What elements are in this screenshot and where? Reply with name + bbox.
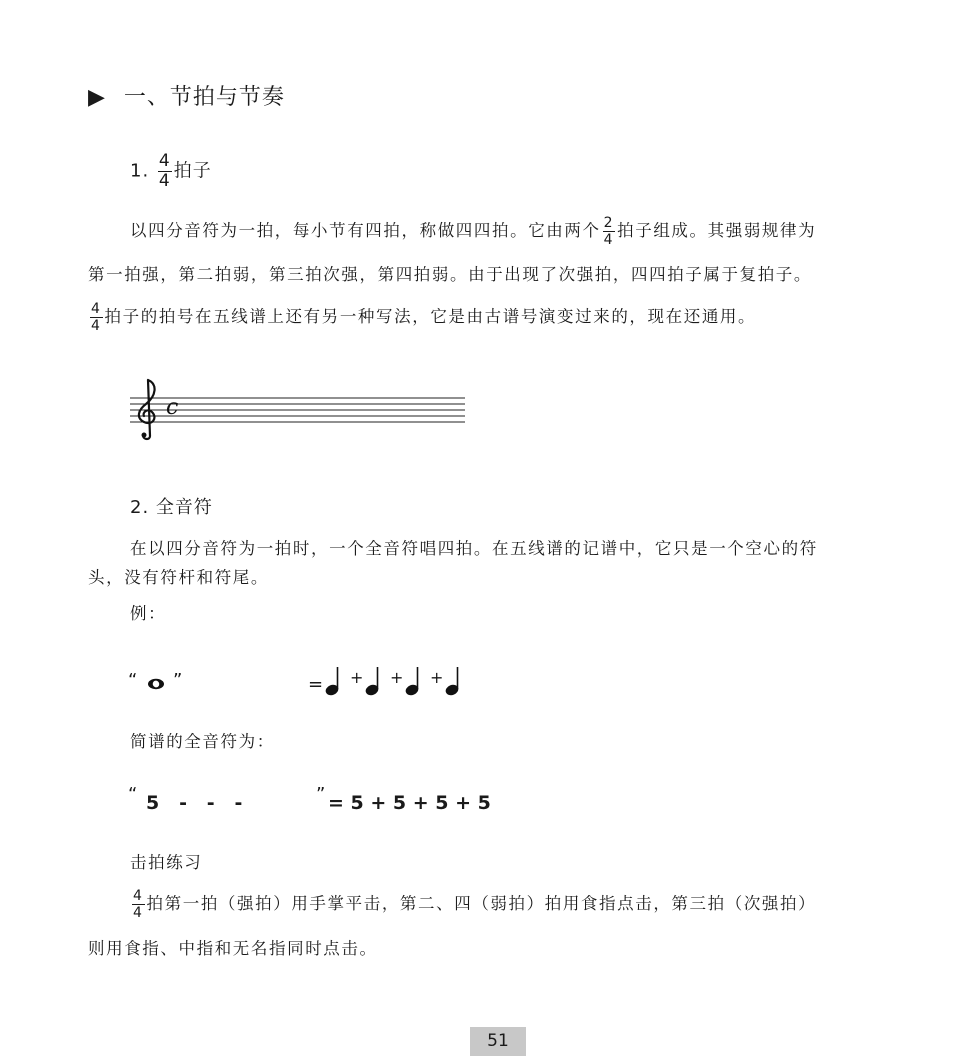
plus-sign: + bbox=[430, 668, 444, 687]
triangle-marker-icon: ▶ bbox=[88, 85, 106, 110]
time-fraction bbox=[603, 216, 616, 247]
time-fraction bbox=[90, 302, 103, 333]
fraction-denominator: 4 bbox=[91, 318, 102, 334]
fraction-numerator: 4 bbox=[158, 151, 171, 171]
music-staff bbox=[130, 372, 470, 442]
fraction-denominator: 4 bbox=[133, 905, 144, 921]
simple-notation-equation bbox=[128, 784, 491, 820]
simple-notation-rhs: = 5 + 5 + 5 + 5 bbox=[328, 792, 491, 814]
time-signature: c bbox=[166, 395, 179, 420]
open-quote: “ bbox=[128, 670, 138, 691]
simple-notation-lhs: 5 - - - bbox=[146, 792, 243, 814]
close-quote: ” bbox=[316, 784, 326, 805]
fraction-denominator: 4 bbox=[603, 232, 615, 248]
open-quote: “ bbox=[128, 784, 138, 805]
fraction-numerator: 4 bbox=[91, 301, 102, 317]
subheading-four-four bbox=[130, 153, 212, 190]
paragraph-line: 简谱的全音符为： bbox=[130, 732, 275, 751]
paragraph-line: 头，没有符杆和符尾。 bbox=[88, 568, 269, 587]
whole-note-equation bbox=[128, 664, 478, 704]
paragraph-line bbox=[130, 216, 816, 247]
subheading-label: 全音符 bbox=[155, 497, 213, 518]
paragraph-line: 第一拍强，第二拍弱，第三拍次强，第四拍弱。由于出现了次强拍，四四拍子属于复拍子。 bbox=[88, 265, 812, 284]
exercise-heading: 击拍练习 bbox=[130, 853, 203, 872]
whole-note-icon bbox=[146, 676, 168, 692]
staff-graphic bbox=[130, 372, 470, 442]
text-run: 拍第一拍（强拍）用手掌平击，第二、四（弱拍）拍用食指点击，第三拍（次强拍） bbox=[146, 894, 817, 913]
fraction-numerator: 4 bbox=[133, 888, 144, 904]
close-quote: ” bbox=[173, 670, 183, 691]
time-fraction bbox=[158, 153, 172, 190]
section-heading bbox=[88, 80, 285, 111]
section-title: 一、节拍与节奏 bbox=[123, 85, 285, 110]
page-number: 51 bbox=[470, 1027, 526, 1056]
text-run: 拍子组成。其强弱规律为 bbox=[617, 221, 817, 240]
paragraph-line bbox=[130, 889, 816, 920]
subheading-whole-note bbox=[130, 493, 213, 519]
paragraph-line: 则用食指、中指和无名指同时点击。 bbox=[88, 939, 378, 958]
fraction-numerator: 2 bbox=[603, 215, 615, 231]
subheading-number: 2. bbox=[130, 497, 150, 518]
paragraph-line: 在以四分音符为一拍时，一个全音符唱四拍。在五线谱的记谱中，它只是一个空心的符 bbox=[130, 539, 818, 558]
plus-sign: + bbox=[350, 668, 364, 687]
example-label: 例： bbox=[130, 604, 167, 623]
paragraph-line bbox=[88, 302, 756, 333]
text-run: 以四分音符为一拍，每小节有四拍，称做四四拍。它由两个 bbox=[130, 221, 601, 240]
time-fraction bbox=[132, 889, 145, 920]
text-run: 拍子的拍号在五线谱上还有另一种写法，它是由古谱号演变过来的，现在还通用。 bbox=[104, 307, 757, 326]
plus-sign: + bbox=[390, 668, 404, 687]
subheading-label: 拍子 bbox=[173, 160, 212, 182]
subheading-number: 1. bbox=[130, 160, 150, 182]
fraction-denominator: 4 bbox=[158, 171, 171, 191]
equals-sign: = bbox=[308, 674, 324, 695]
